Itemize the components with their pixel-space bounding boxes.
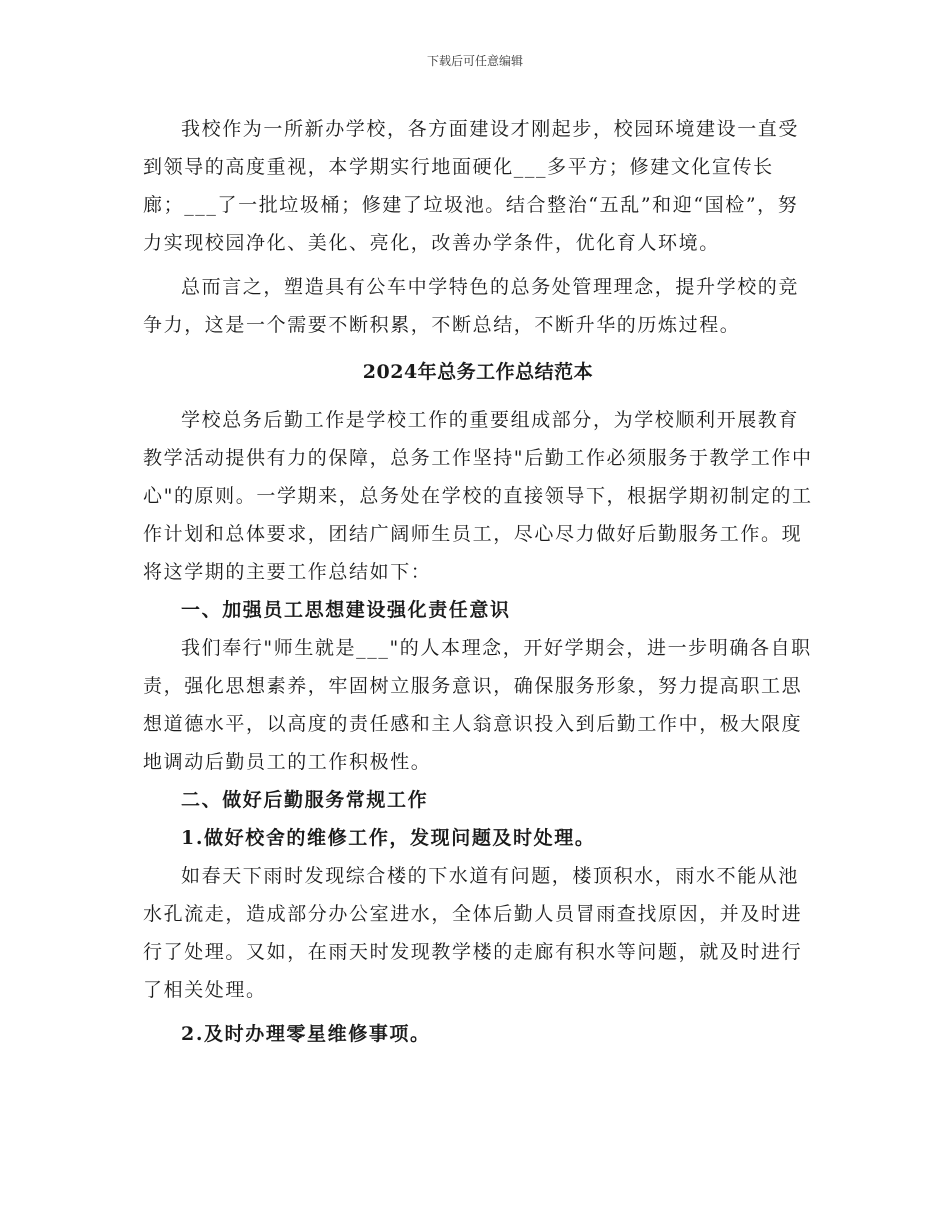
paragraph-campus-environment: 我校作为一所新办学校，各方面建设才刚起步，校园环境建设一直受到领导的高度重视，本学期实行地面硬化___多平方；修建文化宣传长廊；___了一批垃圾桶；修建了垃圾池。结合整治“五乱”和迎“国检”，努力实现校园净化、美化、亮化，改善办学条件，优化育人环境。 (143, 118, 800, 254)
document-body (143, 110, 813, 1053)
page-header: 下载后可任意编辑 (426, 54, 523, 68)
section-heading-1: 一、加强员工思想建设强化责任意识 (181, 599, 511, 621)
document-title: 2024年总务工作总结范本 (362, 361, 594, 383)
paragraph-repair-example: 如春天下雨时发现综合楼的下水道有问题，楼顶积水，雨水不能从池水孔流走，造成部分办公室进水，全体后勤人员冒雨查找原因，并及时进行了处理。又如，在雨天时发现教学楼的走廊有积水等问题，就及时进行了相关处理。 (143, 865, 803, 1001)
section-heading-2: 二、做好后勤服务常规工作 (181, 789, 429, 811)
subsection-heading-2: 2.及时办理零星维修事项。 (181, 1023, 431, 1045)
subsection-heading-1: 1.做好校舍的维修工作，发现问题及时处理。 (181, 827, 596, 849)
paragraph-staff-ideology: 我们奉行"师生就是___"的人本理念，开好学期会，进一步明确各自职责，强化思想素养，牢固树立服务意识，确保服务形象，努力提高职工思想道德水平，以高度的责任感和主人翁意识投入到后勤工作中，极大限度地调动后勤员工的工作积极性。 (143, 637, 812, 773)
paragraph-conclusion: 总而言之，塑造具有公车中学特色的总务处管理理念，提升学校的竞争力，这是一个需要不断积累，不断总结，不断升华的历炼过程。 (143, 276, 800, 336)
paragraph-introduction: 学校总务后勤工作是学校工作的重要组成部分，为学校顺利开展教育教学活动提供有力的保障，总务工作坚持"后勤工作必须服务于教学工作中心"的原则。一学期来，总务处在学校的直接领导下，根据学期初制定的工作计划和总体要求，团结广阔师生员工，尽心尽力做好后勤服务工作。现将这学期的主要工作总结如下： (143, 409, 813, 583)
